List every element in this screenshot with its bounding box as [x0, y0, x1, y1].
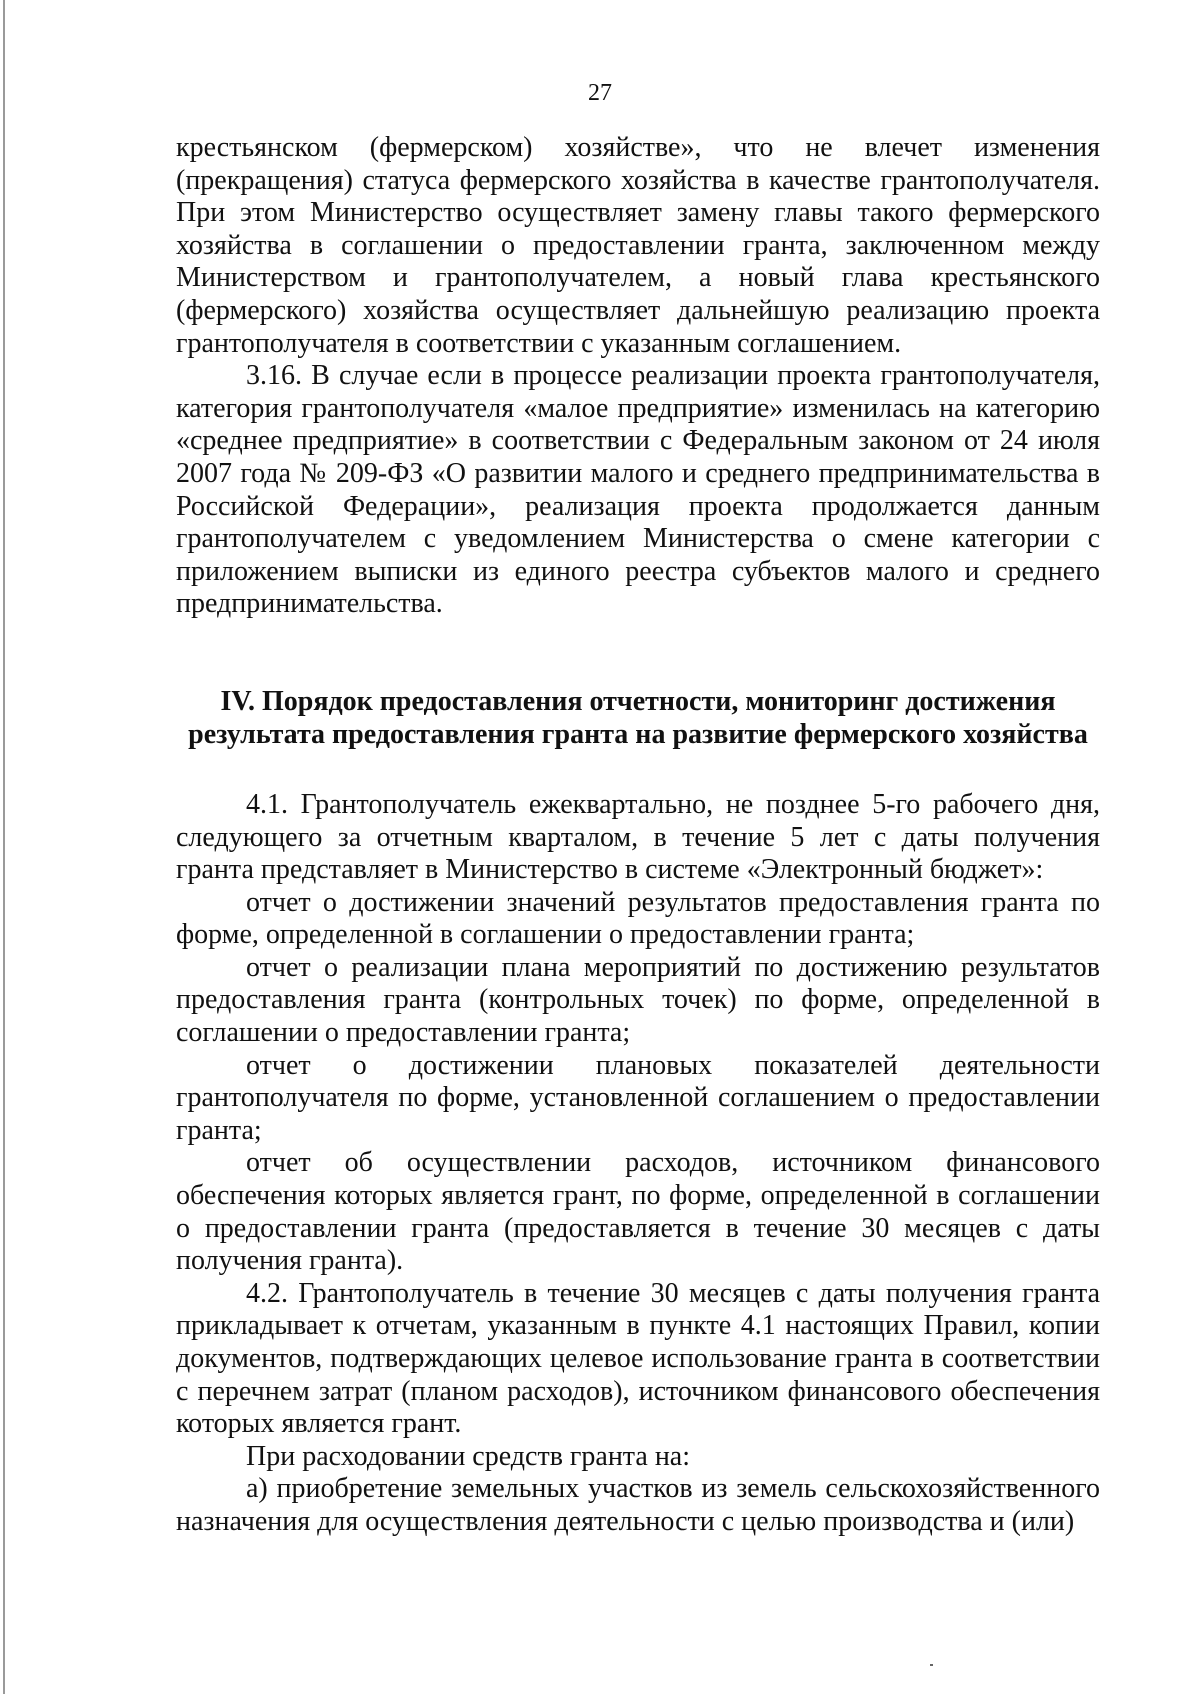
scan-edge-line: [3, 0, 5, 1694]
section-heading: [176, 685, 1100, 751]
paragraph-continuation: крестьянском (фермерском) хозяйстве», что не влечет изменения (прекращения) статуса фермерского хозяйства в качестве грантополучателя. При этом Министерство осуществляет замену главы такого фермерского хозяйства в соглашении о предоставлении гранта, заключенном между Министерством и грантополучателем, а новый глава крестьянского (фермерского) хозяйства осуществляет дальнейшую реализацию проекта грантополучателя в соответствии с указанным соглашением.: [176, 132, 1100, 359]
document-body: [176, 132, 1100, 1539]
paragraph-4-1: 4.1. Грантополучатель ежеквартально, не позднее 5-го рабочего дня, следующего за отчетным кварталом, в течение 5 лет с даты получения гранта представляет в Министерство в системе «Электронный бюджет»:: [176, 788, 1100, 886]
section-heading-line-1: IV. Порядок предоставления отчетности, мониторинг достижения: [220, 685, 1056, 717]
paragraph-report-results: отчет о достижении значений результатов предоставления гранта по форме, определенной в соглашении о предоставлении гранта;: [176, 886, 1100, 951]
scan-speck: [930, 1664, 933, 1666]
paragraph-report-expenses: отчет об осуществлении расходов, источником финансового обеспечения которых является грант, по форме, определенной в соглашении о предоставлении гранта (предоставляется в течение 30 месяцев с даты получения гранта).: [176, 1147, 1100, 1277]
paragraph-3-16: 3.16. В случае если в процессе реализации проекта грантополучателя, категория грантополучателя «малое предприятие» изменилась на категорию «среднее предприятие» в соответствии с Федеральным законом от 24 июля 2007 года № 209-ФЗ «О развитии малого и среднего предпринимательства в Российской Федерации», реализация проекта продолжается данным грантополучателем с уведомлением Министерства о смене категории с приложением выписки из единого реестра субъектов малого и среднего предпринимательства.: [176, 360, 1100, 620]
paragraph-report-indicators: отчет о достижении плановых показателей деятельности грантополучателя по форме, установленной соглашением о предоставлении гранта;: [176, 1049, 1100, 1146]
section-heading-line-2: результата предоставления гранта на развитие фермерского хозяйства: [188, 718, 1088, 750]
paragraph-4-2: 4.2. Грантополучатель в течение 30 месяцев с даты получения гранта прикладывает к отчетам, указанным в пункте 4.1 настоящих Правил, копии документов, подтверждающих целевое использование гранта в соответствии с перечнем затрат (планом расходов), источником финансового обеспечения которых является грант.: [176, 1277, 1100, 1440]
paragraph-spending-intro: При расходовании средств гранта на:: [246, 1440, 691, 1472]
page-number: 27: [588, 80, 612, 106]
paragraph-report-plan: отчет о реализации плана мероприятий по достижению результатов предоставления гранта (контрольных точек) по форме, определенной в соглашении о предоставлении гранта;: [176, 951, 1100, 1049]
paragraph-item-a: а) приобретение земельных участков из земель сельскохозяйственного назначения для осуществления деятельности с целью производства и (или): [176, 1473, 1100, 1537]
